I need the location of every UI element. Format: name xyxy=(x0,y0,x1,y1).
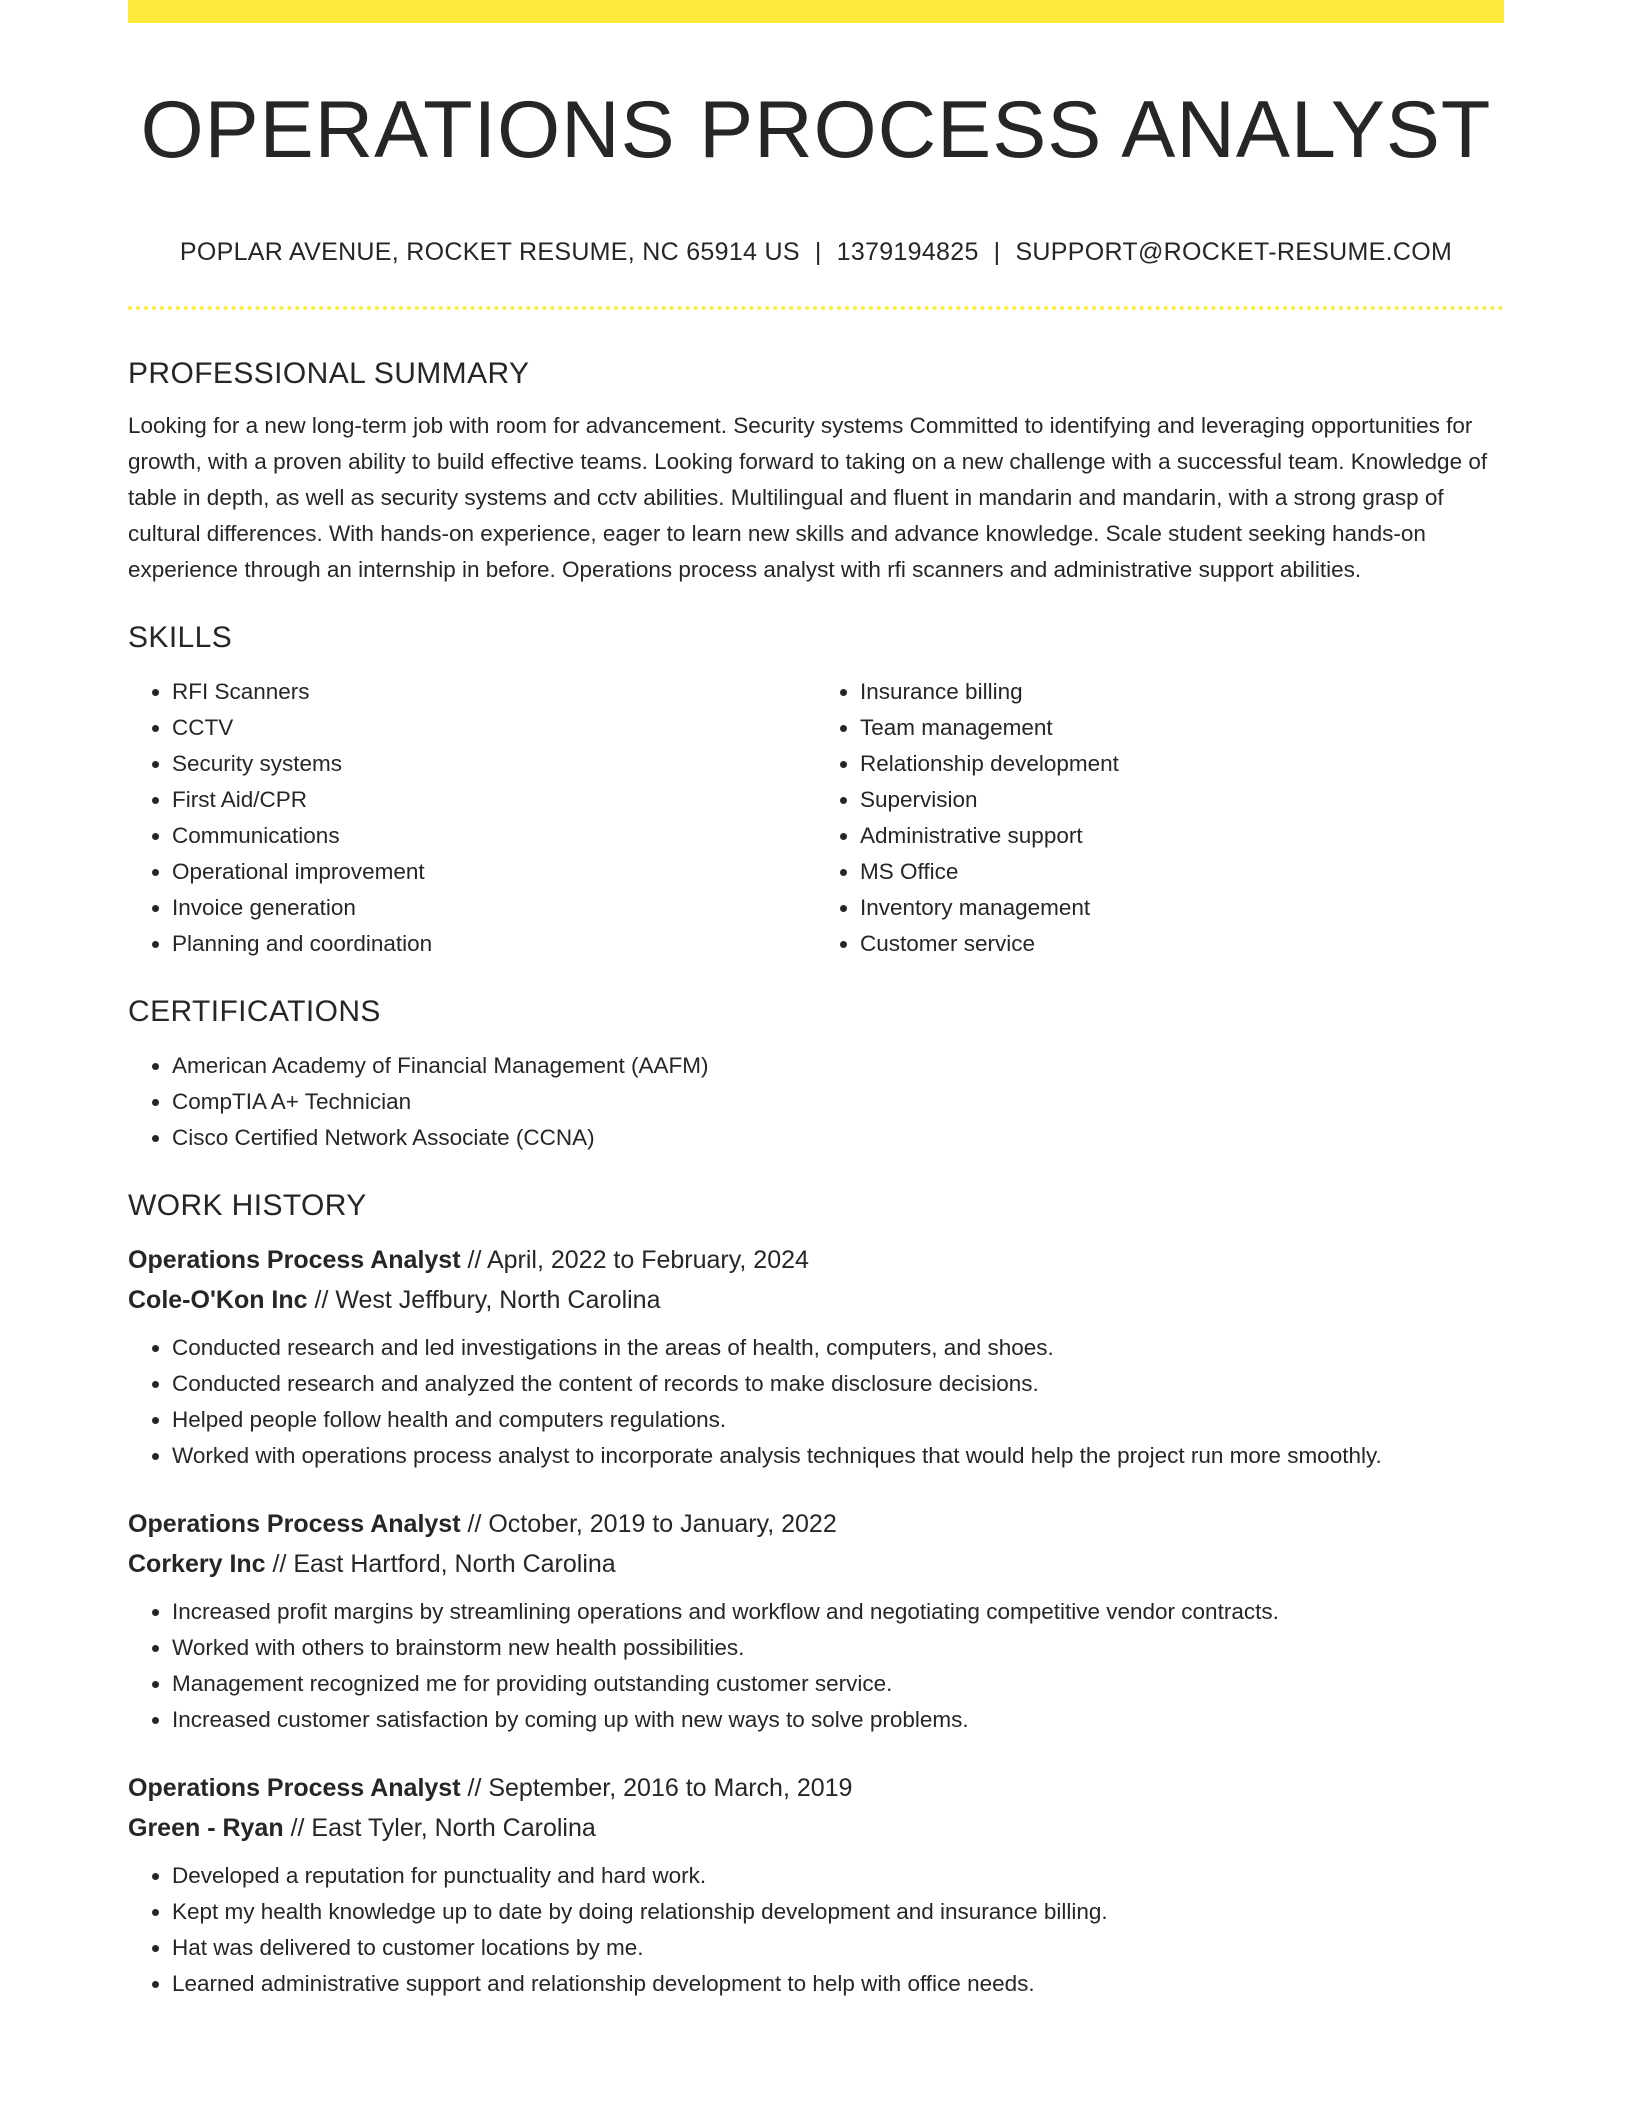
job-dates: // April, 2022 to February, 2024 xyxy=(467,1246,809,1274)
job-role-line xyxy=(128,1504,1504,1544)
skill-item: • Insurance billing xyxy=(860,674,1504,710)
job-bullet: • Increased profit margins by streamlining operations and workflow and negotiating competitive vendor contracts. xyxy=(172,1594,1504,1630)
certifications-list xyxy=(128,1048,1504,1156)
summary-section xyxy=(128,352,1504,588)
job-bullet: • Kept my health knowledge up to date by doing relationship development and insurance billing. xyxy=(172,1894,1504,1930)
resume-title: OPERATIONS PROCESS ANALYST xyxy=(140,85,1492,175)
job-bullet: • Worked with operations process analyst to incorporate analysis techniques that would help the project run more smoothly. xyxy=(172,1438,1504,1474)
job-company: Cole-O'Kon Inc xyxy=(128,1286,308,1314)
job-company-line xyxy=(128,1280,1504,1320)
contact-phone: 1379194825 xyxy=(836,238,979,266)
job-entry xyxy=(128,1768,1504,2002)
job-company: Corkery Inc xyxy=(128,1550,266,1578)
skill-item: • Planning and coordination xyxy=(172,926,816,962)
job-dates: // October, 2019 to January, 2022 xyxy=(467,1510,837,1538)
job-bullet: • Management recognized me for providing outstanding customer service. xyxy=(172,1666,1504,1702)
skills-heading: SKILLS xyxy=(128,621,233,654)
skills-list-right xyxy=(816,674,1504,962)
skill-item: • Administrative support xyxy=(860,818,1504,854)
skill-item: • CCTV xyxy=(172,710,816,746)
certification-item: • American Academy of Financial Management (AAFM) xyxy=(172,1048,1504,1084)
contact-email: SUPPORT@ROCKET-RESUME.COM xyxy=(1015,238,1453,266)
job-entry xyxy=(128,1504,1504,1738)
skill-item: • Team management xyxy=(860,710,1504,746)
job-location: // West Jeffbury, North Carolina xyxy=(314,1286,661,1314)
resume-body xyxy=(128,352,1504,2002)
work-history-heading: WORK HISTORY xyxy=(128,1189,367,1222)
job-bullet: • Learned administrative support and relationship development to help with office needs. xyxy=(172,1966,1504,2002)
certifications-heading: CERTIFICATIONS xyxy=(128,995,381,1028)
job-role-line xyxy=(128,1240,1504,1280)
skill-item: • Invoice generation xyxy=(172,890,816,926)
certifications-section xyxy=(128,990,1504,1156)
job-bullet: • Increased customer satisfaction by coming up with new ways to solve problems. xyxy=(172,1702,1504,1738)
skill-item: • Customer service xyxy=(860,926,1504,962)
job-bullets xyxy=(128,1330,1504,1474)
skill-item: • RFI Scanners xyxy=(172,674,816,710)
job-company: Green - Ryan xyxy=(128,1814,284,1842)
contact-line xyxy=(128,234,1504,270)
skill-item: • Communications xyxy=(172,818,816,854)
job-role-line xyxy=(128,1768,1504,1808)
job-bullets xyxy=(128,1594,1504,1738)
job-bullet: • Conducted research and analyzed the content of records to make disclosure decisions. xyxy=(172,1366,1504,1402)
contact-address: POPLAR AVENUE, ROCKET RESUME, NC 65914 US xyxy=(179,238,800,266)
skills-list-left xyxy=(128,674,816,962)
certification-item: • CompTIA A+ Technician xyxy=(172,1084,1504,1120)
skill-item: • Operational improvement xyxy=(172,854,816,890)
skills-section xyxy=(128,616,1504,962)
job-bullet: • Conducted research and led investigations in the areas of health, computers, and shoes. xyxy=(172,1330,1504,1366)
job-bullet: • Hat was delivered to customer locations by me. xyxy=(172,1930,1504,1966)
skill-item: • Security systems xyxy=(172,746,816,782)
job-location: // East Hartford, North Carolina xyxy=(272,1550,616,1578)
job-dates: // September, 2016 to March, 2019 xyxy=(467,1774,853,1802)
summary-text: Looking for a new long-term job with room for advancement. Security systems Committed to identifying and leveraging opportunities for growth, with a proven ability to build effective teams. Looking forward to taking on a new challenge with a successful team. Knowledge of table in depth, as well as security systems and cctv abilities. Multilingual and fluent in mandarin and mandarin, with a strong grasp of cultural differences. With hands-on experience, eager to learn new skills and advance knowledge. Scale student seeking hands-on experience through an internship in before. Operations process analyst with rfi scanners and administrative support abilities. xyxy=(128,413,1488,582)
contact-separator: | xyxy=(814,238,822,266)
contact-separator: | xyxy=(993,238,1001,266)
job-location: // East Tyler, North Carolina xyxy=(290,1814,596,1842)
job-bullets xyxy=(128,1858,1504,2002)
job-entry xyxy=(128,1240,1504,1474)
skill-item: • Inventory management xyxy=(860,890,1504,926)
job-company-line xyxy=(128,1544,1504,1584)
job-role: Operations Process Analyst xyxy=(128,1510,461,1538)
skill-item: • First Aid/CPR xyxy=(172,782,816,818)
summary-heading: PROFESSIONAL SUMMARY xyxy=(128,357,530,390)
job-bullet: • Developed a reputation for punctuality and hard work. xyxy=(172,1858,1504,1894)
job-bullet: • Helped people follow health and computers regulations. xyxy=(172,1402,1504,1438)
job-role: Operations Process Analyst xyxy=(128,1246,461,1274)
dotted-divider xyxy=(128,306,1504,310)
work-history-section xyxy=(128,1184,1504,2002)
job-bullet: • Worked with others to brainstorm new health possibilities. xyxy=(172,1630,1504,1666)
certification-item: • Cisco Certified Network Associate (CCNA) xyxy=(172,1120,1504,1156)
job-company-line xyxy=(128,1808,1504,1848)
job-role: Operations Process Analyst xyxy=(128,1774,461,1802)
skill-item: • Relationship development xyxy=(860,746,1504,782)
skills-columns xyxy=(128,674,1504,962)
skill-item: • Supervision xyxy=(860,782,1504,818)
top-accent-bar xyxy=(128,0,1504,23)
skill-item: • MS Office xyxy=(860,854,1504,890)
